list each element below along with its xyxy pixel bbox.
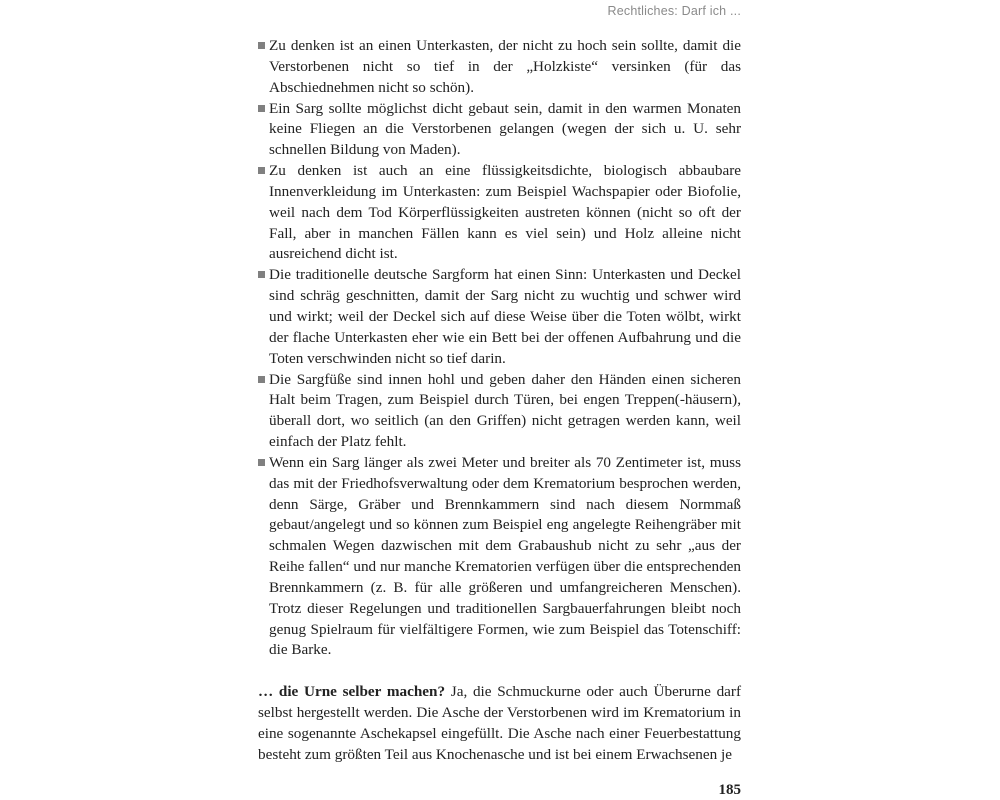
section-heading: … die Urne selber machen? <box>258 683 446 701</box>
list-item-text: Wenn ein Sarg länger als zwei Meter und breiter als 70 Zentimeter ist, muss das mit der Friedhofsverwaltung oder dem Krematorium besprochen werden, denn Särge, Gräber und Brennkammern sind nach diesem Normmaß gebaut/angelegt und so können zum Beispiel eng angelegte Reihengräber mit schmalen Wegen dazwischen mit dem Grabaushub nicht zu sehr „aus der Reihe fallen“ und nur manche Krematorien verfügen über die entsprechenden Brennkammern (z. B. für alle größeren und umfangreicheren Menschen). Trotz dieser Regelungen und traditionellen Sargbauerfahrungen bleibt noch genug Spielraum für vielfältigere Formen, wie zum Beispiel das Totenschiff: die Barke. <box>269 453 741 659</box>
list-item <box>258 370 741 453</box>
square-bullet-icon <box>258 271 265 278</box>
list-item <box>258 265 741 369</box>
section-text: Ja, die Schmuckurne oder auch Überurne darf selbst hergestellt werden. Die Asche der Verstorbenen wird im Krematorium in eine sogenannte Aschekapsel eingefüllt. Die Asche nach einer Feuerbestattung besteht zum größten Teil aus Knochenasche und ist bei einem Erwachsenen je <box>258 683 742 763</box>
list-item-text: Zu denken ist auch an eine flüssigkeitsdichte, biologisch abbaubare Innenverkleidung im Unterkasten: zum Beispiel Wachspapier oder Biofolie, weil nach dem Tod Körperflüssigkeiten austreten können (nicht so oft der Fall, aber in manchen Fällen kann es viel sein) und Holz alleine nicht ausreichend dicht ist. <box>269 162 741 263</box>
list-item-text: Zu denken ist an einen Unterkasten, der nicht zu hoch sein sollte, damit die Verstorbenen nicht so tief in der „Holzkiste“ versinken (für das Abschiednehmen nicht so schön). <box>269 37 741 96</box>
list-item <box>258 99 741 162</box>
bullet-list <box>258 36 741 661</box>
square-bullet-icon <box>258 167 265 174</box>
square-bullet-icon <box>258 105 265 112</box>
square-bullet-icon <box>258 459 265 466</box>
square-bullet-icon <box>258 42 265 49</box>
list-item-text: Die traditionelle deutsche Sargform hat einen Sinn: Unterkasten und Deckel sind schräg geschnitten, damit der Sarg nicht zu wuchtig und schwer wird und wirkt; weil der Deckel sich auf diese Weise über die Toten wölbt, wirkt der flache Unterkasten eher wie ein Bett bei der offenen Aufbahrung und die Toten verschwinden nicht so tief darin. <box>269 266 741 367</box>
list-item-text: Die Sargfüße sind innen hohl und geben daher den Händen einen sicheren Halt beim Tragen, zum Beispiel durch Türen, bei engen Treppen(-häusern), überall dort, wo seitlich (an den Griffen) nicht getragen werden kann, weil einfach der Platz fehlt. <box>269 370 741 451</box>
list-item-text: Ein Sarg sollte möglichst dicht gebaut sein, damit in den warmen Monaten keine Fliegen an die Verstorbenen gelangen (wegen der sich u. U. sehr schnellen Bildung von Maden). <box>269 99 741 159</box>
running-head: Rechtliches: Darf ich ... <box>607 4 741 18</box>
list-item <box>258 36 741 99</box>
section-paragraph <box>258 682 741 765</box>
page-number: 185 <box>718 782 741 798</box>
list-item <box>258 161 741 265</box>
page-content <box>258 36 741 781</box>
list-item <box>258 453 741 661</box>
square-bullet-icon <box>258 376 265 383</box>
